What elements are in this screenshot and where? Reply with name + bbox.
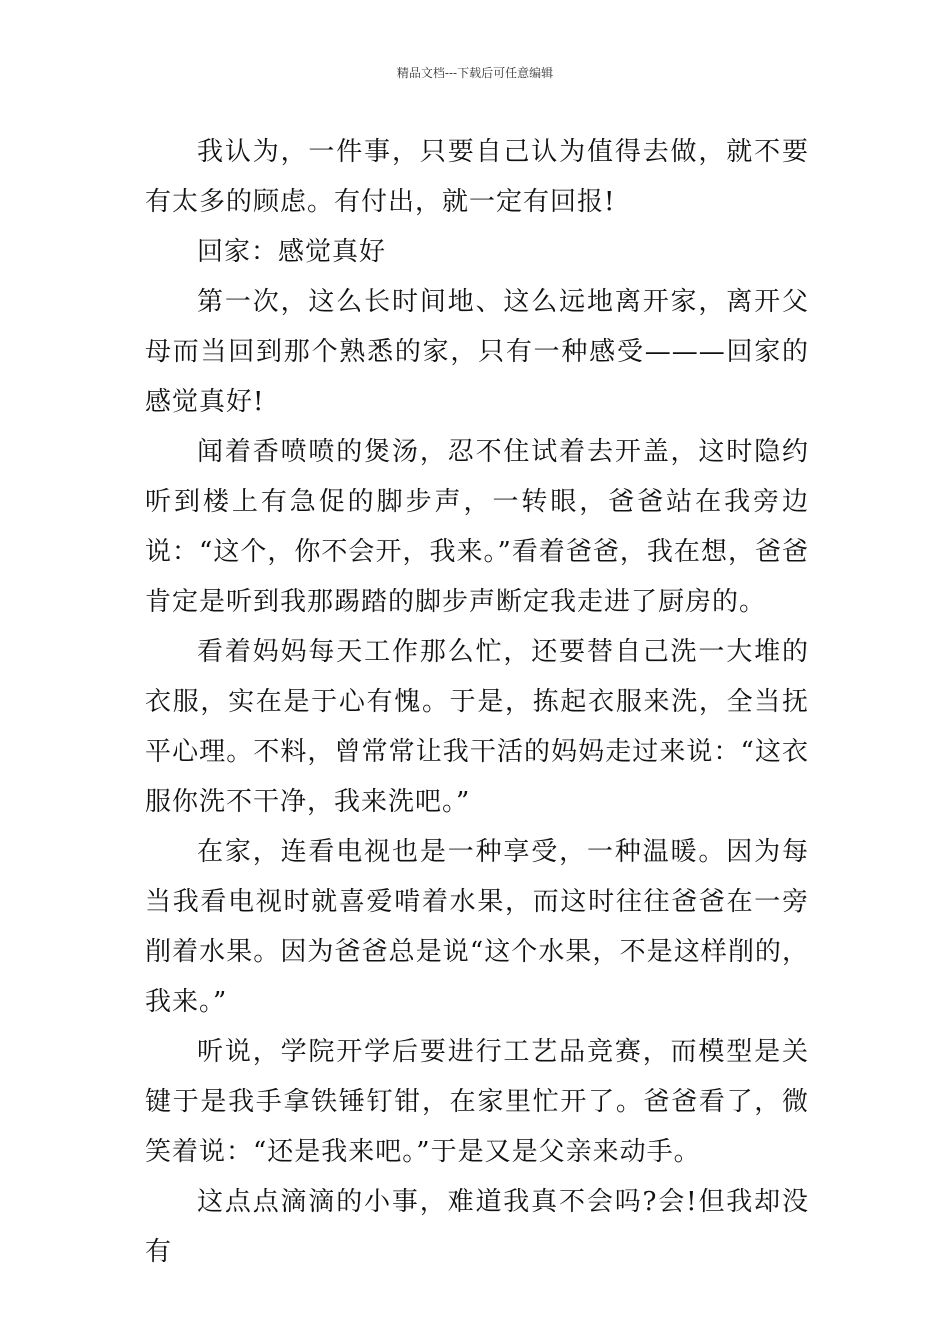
paragraph: 在家，连看电视也是一种享受，一种温暖。因为每当我看电视时就喜爱啃着水果，而这时往往爸爸在一旁削着水果。因为爸爸总是说“这个水果，不是这样削的，我来。” — [145, 837, 809, 1017]
paragraph: 这点点滴滴的小事，难道我真不会吗?会!但我却没有 — [145, 1187, 809, 1267]
paragraph: 第一次，这么长时间地、这么远地离开家，离开父母而当回到那个熟悉的家，只有一种感受———回家的感觉真好! — [145, 287, 809, 417]
paragraph: 我认为，一件事，只要自己认为值得去做，就不要有太多的顾虑。有付出，就一定有回报! — [145, 137, 809, 217]
paragraph: 听说，学院开学后要进行工艺品竞赛，而模型是关键于是我手拿铁锤钉钳，在家里忙开了。爸爸看了，微笑着说：“还是我来吧。”于是又是父亲来动手。 — [145, 1037, 809, 1167]
page-header: 精品文档---下载后可任意编辑 — [396, 66, 554, 80]
paragraph: 闻着香喷喷的煲汤，忍不住试着去开盖，这时隐约听到楼上有急促的脚步声，一转眼，爸爸站在我旁边说：“这个，你不会开，我来。”看着爸爸，我在想，爸爸肯定是听到我那踢踏的脚步声断定我走进了厨房的。 — [145, 437, 809, 617]
section-heading: 回家：感觉真好 — [197, 237, 387, 267]
paragraph: 看着妈妈每天工作那么忙，还要替自己洗一大堆的衣服，实在是于心有愧。于是，拣起衣服来洗，全当抚平心理。不料，曾常常让我干活的妈妈走过来说：“这衣服你洗不干净，我来洗吧。” — [145, 637, 809, 817]
document-body — [145, 127, 809, 1277]
